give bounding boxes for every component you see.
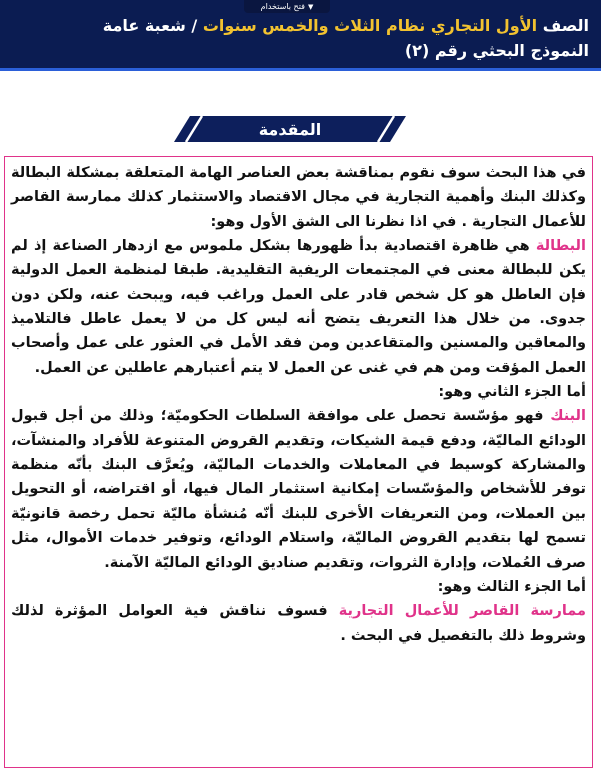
bank-text: فهو مؤسّسة تحصل على موافقة السلطات الحكوميّة؛ وذلك من أجل قبول الودائع الماليّة، ودفع قيمة الشيكات، وتقديم القروض المتنوعة للأفراد والمنشآت، والمشاركة كوسيط في المعاملات والخدمات الماليّة، ويُعرَّف البنك بأنّه منظمة توفر للأشخاص والمؤسّسات إمكانية استثمار المال فيها، أو اقتراضه، أو التحويل بين العملات، ومن التعريفات الأخرى للبنك أنّه مُنشأة ماليّة تحمل رخصة قانونيّة تسمح لها بتقديم القروض الماليّة، واستلام الودائع، وتوفير خدمات الأموال، مثل صرف العُملات، وإدارة الثروات، وتقديم صناديق الودائع الماليّة الآمنة.: [11, 408, 586, 571]
document-body: [4, 156, 593, 768]
part3-heading: أما الجزء الثالث وهو:: [437, 578, 586, 595]
minor-text: فسوف نناقش فية العوامل المؤثرة لذلك وشروط ذلك بالتفصيل في البحث .: [11, 603, 586, 644]
header-title-line2: النموذج البحثي رقم (٢): [404, 41, 589, 60]
open-with-button[interactable]: [244, 0, 330, 13]
unemployment-keyword: البطالة: [535, 238, 586, 255]
part2-heading: أما الجزء الثاني وهو:: [438, 384, 586, 401]
bank-keyword: البنك: [550, 408, 586, 425]
header-prefix: الصف: [542, 16, 589, 35]
open-with-label: فتح باستخدام: [260, 1, 305, 11]
minor-keyword: ممارسة القاصر للأعمال التجارية: [338, 603, 586, 620]
bank-paragraph: [11, 404, 586, 574]
unemployment-paragraph: [11, 234, 586, 380]
header-title-line1: [103, 16, 589, 35]
unemployment-text: هي ظاهرة اقتصادية بدأ ظهورها بشكل ملموس مع ازدهار الصناعة إذ لم يكن للبطالة معنى في المجتمعات الريفية التقليدية. طبقا لمنظمة العمل الدولية فإن العاطل هو كل شخص قادر على العمل وراغب فيه، ويبحث عنه، ولكن دون جدوى. من خلال هذا التعريف يتضح أنه ليس كل من لا يعمل عاطل فالتلاميذ والمعاقين والمسنين والمتقاعدين ومن فقد الأمل في العثور على عمل وأصحاب العمل المؤقت ومن هم في غنى عن العمل لا يتم أعتبارهم عاطلين عن العمل.: [11, 238, 586, 376]
header-highlight: الأول التجاري نظام الثلاث والخمس سنوات: [202, 16, 538, 35]
header-suffix: / شعبة عامة: [102, 16, 198, 35]
intro-paragraph: في هذا البحث سوف نقوم بمناقشة بعض العناصر الهامة المتعلقة بمشكلة البطالة وكذلك البنك وأهمية التجارية في مجال الاقتصاد والاستثمار كذلك ممارسة القاصر للأعمال التجارية . في اذا نظرنا الى الشق الأول وهو:: [11, 165, 586, 230]
chevron-down-icon: ▼: [307, 2, 314, 11]
section-title: المقدمة: [258, 119, 322, 139]
header-banner: [0, 0, 601, 71]
minor-paragraph: [11, 599, 586, 648]
section-title-badge: [172, 114, 408, 144]
